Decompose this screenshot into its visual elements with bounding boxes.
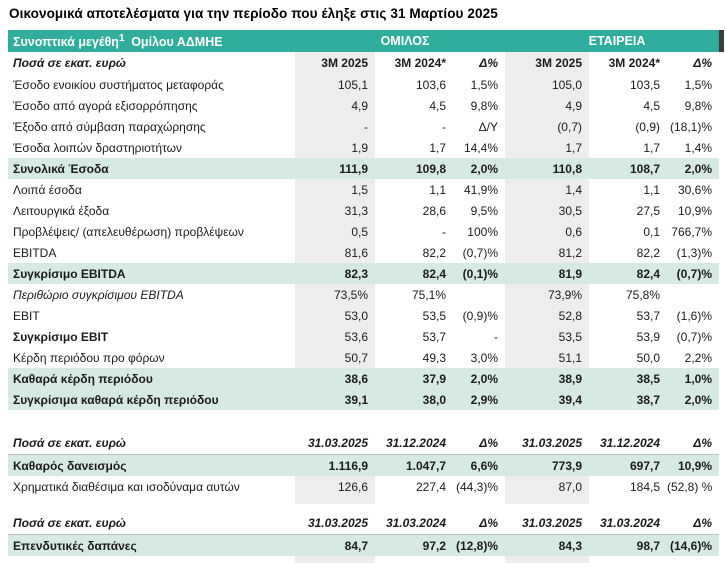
cell-value: 98,7 [589,535,667,557]
cell-value: 10,9% [677,203,712,218]
cell-value: 109,8 [375,158,453,179]
row-label: Συγκρίσιμα καθαρά κέρδη περιόδου [8,389,295,410]
unit-label: Ποσά σε εκατ. ευρώ [13,436,126,450]
row-label: Έσοδα λοιπών δραστηριοτήτων [13,140,183,155]
cell-value: (52,8) % [667,479,713,494]
cell-value: 2,9% [453,389,505,410]
cell-value: 103,6 [415,77,446,92]
cell-value: 697,7 [589,455,667,477]
cell-value: 773,9 [505,455,589,477]
cell-value: 1,1 [643,182,660,197]
column-header: 3M 2024* [394,56,446,70]
row-label: Έξοδο από σύμβαση παραχώρησης [13,119,206,134]
tail-cell [8,556,295,563]
cell-value: 1,5% [470,77,498,92]
tail-cell [375,556,453,563]
table-row [8,368,719,389]
column-header-row [8,512,719,535]
column-shade-tail [8,556,719,563]
column-header: 31.03.2024 [385,516,446,530]
tail-cell [589,497,667,504]
tail-cell [667,497,719,504]
tail-cell [295,556,375,563]
cell-value: Δ/Υ [478,119,498,134]
column-header: 3M 2025 [295,52,375,74]
cell-value: 53,7 [422,329,446,344]
financial-table-section-3 [8,512,719,563]
cell-value: (44,3)% [455,479,498,494]
cell-value: 4,9 [505,95,589,116]
row-label: Συνολικά Έσοδα [8,158,295,179]
cell-value: 4,9 [295,95,375,116]
group-header-omilos: ΟΜΙΛΟΣ [300,30,510,52]
cell-value: 126,6 [295,476,375,497]
cell-value: 766,7% [671,224,712,239]
cell-value: 2,2% [684,350,712,365]
sections-host [8,52,719,563]
cell-value: 0,6 [505,221,589,242]
cell-value: 84,3 [505,535,589,557]
tail-cell [375,497,453,504]
row-label: Προβλέψεις/ (απελευθέρωση) προβλέψεων [13,224,244,239]
cell-value: 38,7 [589,389,667,410]
cell-value: 4,5 [643,98,660,113]
column-header: 31.12.2024 [599,436,660,450]
row-label: Συγκρίσιμο EBIT [13,329,109,344]
cell-value: (0,9)% [462,308,498,323]
cell-value: 53,9 [636,329,660,344]
cell-value: 6,6% [453,455,505,477]
cell-value: 81,6 [295,242,375,263]
cell-value [667,284,719,305]
cell-value: 53,5 [422,308,446,323]
table-row [8,326,719,347]
cell-value: 105,0 [505,74,589,95]
cell-value: 30,6% [677,182,712,197]
row-label: Έσοδο από αγορά εξισορρόπησης [13,98,198,113]
cell-value: 108,7 [589,158,667,179]
cell-value: 10,9% [667,455,719,477]
table-row [8,200,719,221]
cell-value: 103,5 [629,77,660,92]
cell-value: 30,5 [505,200,589,221]
row-label: EBIT [13,308,40,323]
unit-label: Ποσά σε εκατ. ευρώ [13,56,126,70]
table-row [8,74,719,95]
cell-value: 1.116,9 [295,455,375,477]
cell-value: (0,1)% [453,263,505,284]
cell-value: 184,5 [629,479,660,494]
cell-value: 1,7 [643,140,660,155]
financial-table-section-1 [8,52,719,410]
cell-value: 110,8 [505,158,589,179]
cell-value: (0,7) [505,116,589,137]
table-row [8,535,719,557]
cell-value: 1,5 [295,179,375,200]
row-label: Καθαρά κέρδη περιόδου [8,368,295,389]
cell-value: 53,5 [505,326,589,347]
cell-value: 2,0% [453,368,505,389]
row-label: Χρηματικά διαθέσιμα και ισοδύναμα αυτών [13,479,240,494]
column-header: 3M 2025 [505,52,589,74]
cell-value: (0,7)% [667,263,719,284]
cell-value: 9,8% [470,98,498,113]
cell-value: (1,6)% [676,308,712,323]
table-row [8,137,719,158]
cell-value: 50,0 [636,350,660,365]
cell-value: 41,9% [463,182,498,197]
cell-value: (12,8)% [453,535,505,557]
cell-value: 37,9 [375,368,453,389]
cell-value: - [295,116,375,137]
cell-value: 1,5% [684,77,712,92]
cell-value: 38,6 [295,368,375,389]
column-header: 31.03.2024 [599,516,660,530]
cell-value: 81,2 [505,242,589,263]
cell-value: 28,6 [422,203,446,218]
cell-value: 2,0% [453,158,505,179]
cell-value: 1,4 [505,179,589,200]
row-label: EBITDA [13,245,57,260]
cell-value: - [494,329,498,344]
summary-label-suffix: Ομίλου ΑΔΜΗΕ [131,35,223,50]
cell-value: 0,5 [295,221,375,242]
cell-value: 82,2 [636,245,660,260]
cell-value: 75,1% [411,287,446,302]
cell-value: 50,7 [295,347,375,368]
table-header-row [8,30,724,52]
cell-value [453,284,505,305]
cell-value: 87,0 [505,476,589,497]
cell-value: 51,1 [505,347,589,368]
column-header: Δ% [693,436,712,450]
table-row [8,455,719,477]
cell-value: 2,0% [667,389,719,410]
cell-value: (18,1)% [669,119,712,134]
table-row [8,476,719,497]
cell-value: (14,6)% [667,535,719,557]
cell-value: 1,9 [295,137,375,158]
cell-value: 73,5% [295,284,375,305]
tail-cell [589,556,667,563]
tail-cell [505,497,589,504]
row-label: Λειτουργικά έξοδα [13,203,110,218]
table-row [8,158,719,179]
cell-value: - [442,119,446,134]
column-header-row [8,432,719,455]
tail-cell [667,556,719,563]
cell-value: 4,5 [429,98,446,113]
cell-value: 53,7 [636,308,660,323]
column-header: 31.03.2025 [307,516,368,530]
cell-value: 82,3 [295,263,375,284]
row-label: Καθαρός δανεισμός [8,455,295,477]
table-row [8,347,719,368]
cell-value: 100% [467,224,498,239]
cell-value: 1,7 [505,137,589,158]
tail-cell [295,497,375,504]
cell-value: 52,8 [505,305,589,326]
cell-value: 82,2 [422,245,446,260]
row-label: Λοιπά έσοδα [13,182,82,197]
cell-value: 97,2 [375,535,453,557]
cell-value: 38,0 [375,389,453,410]
cell-value: 2,0% [667,158,719,179]
tail-cell [8,497,295,504]
column-header: Δ% [693,516,712,530]
page-title: Οικονομικά αποτελέσματα για την περίοδο που έληξε στις 31 Μαρτίου 2025 [9,6,498,21]
group-header-etaireia: ΕΤΑΙΡΕΙΑ [510,30,724,52]
column-header: 31.03.2025 [521,436,582,450]
table-group-header [8,30,724,52]
column-header: Δ% [479,436,498,450]
column-shade-tail [8,497,719,504]
column-header-row [8,52,719,74]
financial-table-section-2 [8,432,719,504]
cell-value: 9,8% [684,98,712,113]
cell-value: 38,9 [505,368,589,389]
column-header: 31.12.2024 [385,436,446,450]
tail-cell [505,556,589,563]
row-label: Κέρδη περιόδου προ φόρων [13,350,165,365]
cell-value: - [442,224,446,239]
row-label: Έσοδο ενοικίου συστήματος μεταφοράς [13,77,224,92]
cell-value: 73,9% [505,284,589,305]
column-header: 31.03.2025 [307,436,368,450]
cell-value: 31,3 [295,200,375,221]
cell-value: 27,5 [636,203,660,218]
cell-value: (1,3)% [676,245,712,260]
cell-value: 53,0 [295,305,375,326]
column-header: 31.03.2025 [521,516,582,530]
table-row [8,95,719,116]
cell-value: 49,3 [422,350,446,365]
table-row [8,116,719,137]
cell-value: 81,9 [505,263,589,284]
table-row [8,263,719,284]
cell-value: (0,7)% [462,245,498,260]
table-row [8,305,719,326]
cell-value: 75,8% [625,287,660,302]
cell-value: 1,4% [684,140,712,155]
row-label: Επενδυτικές δαπάνες [8,535,295,557]
cell-value: 39,4 [505,389,589,410]
cell-value: 1.047,7 [375,455,453,477]
unit-label: Ποσά σε εκατ. ευρώ [13,516,126,530]
cell-value: 1,1 [429,182,446,197]
table-row [8,389,719,410]
cell-value: 1,0% [667,368,719,389]
cell-value: 82,4 [589,263,667,284]
column-header: Δ% [479,516,498,530]
cell-value: 82,4 [375,263,453,284]
tail-cell [453,497,505,504]
cell-value: 53,6 [295,326,375,347]
footnote-superscript: 1 [118,32,125,44]
cell-value: 0,1 [643,224,660,239]
table-row [8,179,719,200]
summary-label-text: Συνοπτικά μεγέθη [13,35,119,50]
tail-cell [453,556,505,563]
cell-value: (0,7)% [676,329,712,344]
row-label: Συγκρίσιμο EBITDA [8,263,295,284]
column-header: Δ% [479,56,498,70]
cell-value: 105,1 [295,74,375,95]
cell-value: 14,4% [463,140,498,155]
table-row [8,284,719,305]
cell-value: 3,0% [470,350,498,365]
cell-value: 84,7 [295,535,375,557]
cell-value: 227,4 [415,479,446,494]
row-label: Περιθώριο συγκρίσιμου EBITDA [13,287,184,302]
table-row [8,242,719,263]
cell-value: 39,1 [295,389,375,410]
column-header: Δ% [693,56,712,70]
cell-value: 9,5% [470,203,498,218]
summary-header-label [8,30,300,52]
cell-value: 1,7 [429,140,446,155]
column-header: 3M 2024* [608,56,660,70]
cell-value: 111,9 [295,158,375,179]
table-row [8,221,719,242]
cell-value: (0,9) [635,119,660,134]
cell-value: 38,5 [589,368,667,389]
